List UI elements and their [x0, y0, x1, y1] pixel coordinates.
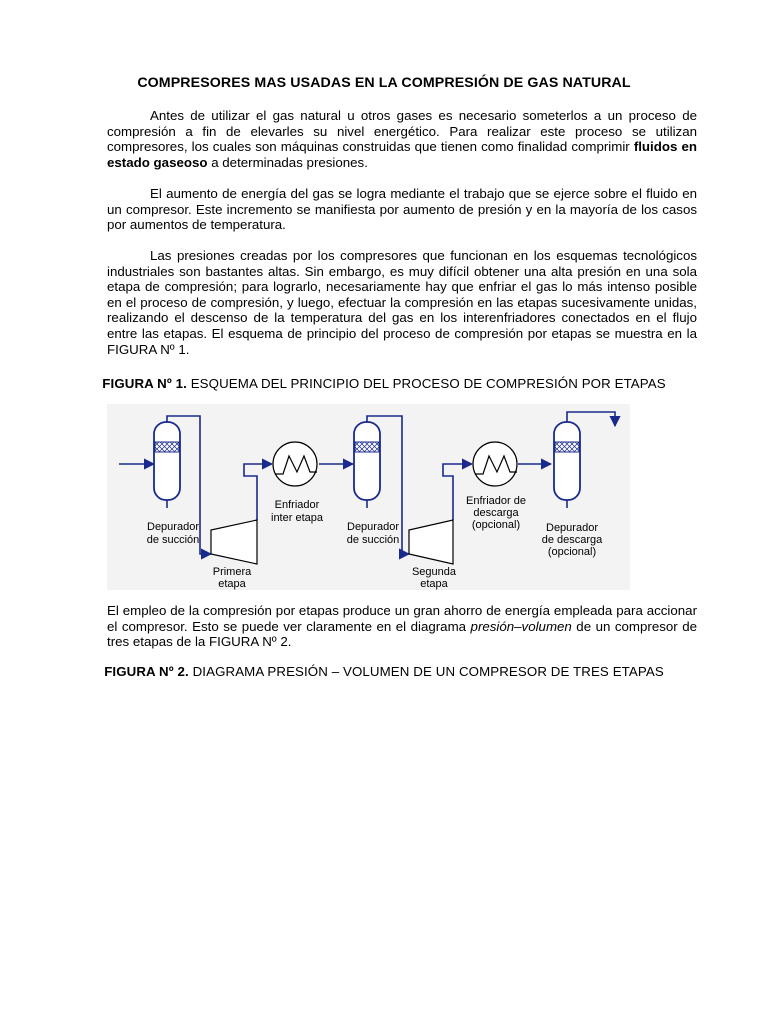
- paragraph-1-text-a: Antes de utilizar el gas natural u otros gases es necesario someterlos a un proceso de compresión a fin de elevarles su nivel energético. Para realizar este proceso se utilizan compresores, los cuales son máquinas construidas que tienen como finalidad comprimir: [107, 108, 697, 155]
- paragraph-2: [107, 186, 697, 233]
- interstage-cooler-icon: [273, 442, 317, 486]
- label-enfriador-descarga-line3: (opcional): [471, 519, 521, 531]
- label-enfriador-descarga-line2: descarga: [473, 507, 519, 519]
- paragraph-4-text-c: de un compresor de tres etapas de la FIGURA Nº 2.: [107, 618, 697, 650]
- label-enfriador-inter-line2: inter etapa: [271, 512, 323, 524]
- paragraph-1: [107, 108, 697, 170]
- compressor-stage-1-icon: [211, 520, 257, 564]
- figure-1-caption-text: ESQUEMA DEL PRINCIPIO DEL PROCESO DE COMPRESIÓN POR ETAPAS: [186, 376, 666, 391]
- paragraph-4-italic: presión–volumen: [470, 618, 572, 634]
- label-primera-etapa: Primera: [212, 566, 252, 578]
- document-title: COMPRESORES MAS USADAS EN LA COMPRESIÓN DE GAS NATURAL: [137, 75, 631, 91]
- discharge-scrubber: [554, 422, 580, 508]
- paragraph-3-text: Las presiones creadas por los compresores que funcionan en los esquemas tecnológicos industriales son bastantes altas. Sin embargo, es muy difícil obtener una alta presión en una sola etapa de compresión; para lograrlo, necesariamente hay que enfriar el gas lo más intenso posible en el proceso de compresión, y luego, efectuar la compresión en las etapas sucesivamente unidas, realizando el descenso de la temperatura del gas en los interenfriadores conectados en el flujo entre las etapas. El esquema de principio del proceso de compresión por etapas se muestra en la FIGURA Nº 1.: [107, 248, 697, 357]
- compressor-stage-2-icon: [409, 520, 453, 564]
- label-segunda-etapa-line2: etapa: [420, 578, 448, 590]
- suction-scrubber-2: [354, 422, 380, 508]
- label-enfriador-inter: Enfriador: [274, 499, 320, 511]
- paragraph-1-bold: fluidos en estado gaseoso: [107, 139, 697, 170]
- label-depurador-2-line2: de succión: [346, 534, 400, 546]
- label-segunda-etapa: Segunda: [411, 566, 457, 578]
- figure-1-caption-label: FIGURA Nº 1.: [102, 376, 187, 391]
- process-diagram: [107, 404, 630, 590]
- label-depurador-2: Depurador: [347, 521, 399, 533]
- figure-2-caption-text: DIAGRAMA PRESIÓN – VOLUMEN DE UN COMPRESOR DE TRES ETAPAS: [188, 664, 664, 679]
- figure-2-caption: [60, 664, 708, 679]
- paragraph-4: [107, 603, 697, 650]
- label-enfriador-descarga: Enfriador de: [466, 495, 526, 507]
- paragraph-4-text-a: El empleo de la compresión por etapas produce un gran ahorro de energía empleada para accionar el compresor. Esto se puede ver claramente en el diagrama: [107, 603, 697, 634]
- label-depurador-descarga: Depurador: [546, 522, 598, 534]
- label-depurador-descarga-line2: de descarga: [541, 534, 603, 546]
- label-depurador-1-line2: de succión: [146, 534, 200, 546]
- discharge-cooler-icon: [473, 442, 517, 486]
- figure-1-caption: [60, 376, 708, 391]
- label-depurador-1: Depurador: [147, 521, 199, 533]
- paragraph-3: [107, 248, 697, 357]
- figure-2-caption-label: FIGURA Nº 2.: [104, 664, 189, 679]
- label-depurador-descarga-line3: (opcional): [547, 546, 597, 558]
- paragraph-1-text-c: a determinadas presiones.: [207, 154, 368, 170]
- paragraph-2-text: El aumento de energía del gas se logra mediante el trabajo que se ejerce sobre el fluido en un compresor. Este incremento se manifiesta por aumento de presión y en la mayoría de los casos por aumentos de temperatura.: [107, 186, 697, 233]
- figure-1-diagram: [107, 404, 630, 590]
- suction-scrubber-1: [154, 422, 180, 508]
- label-primera-etapa-line2: etapa: [218, 578, 246, 590]
